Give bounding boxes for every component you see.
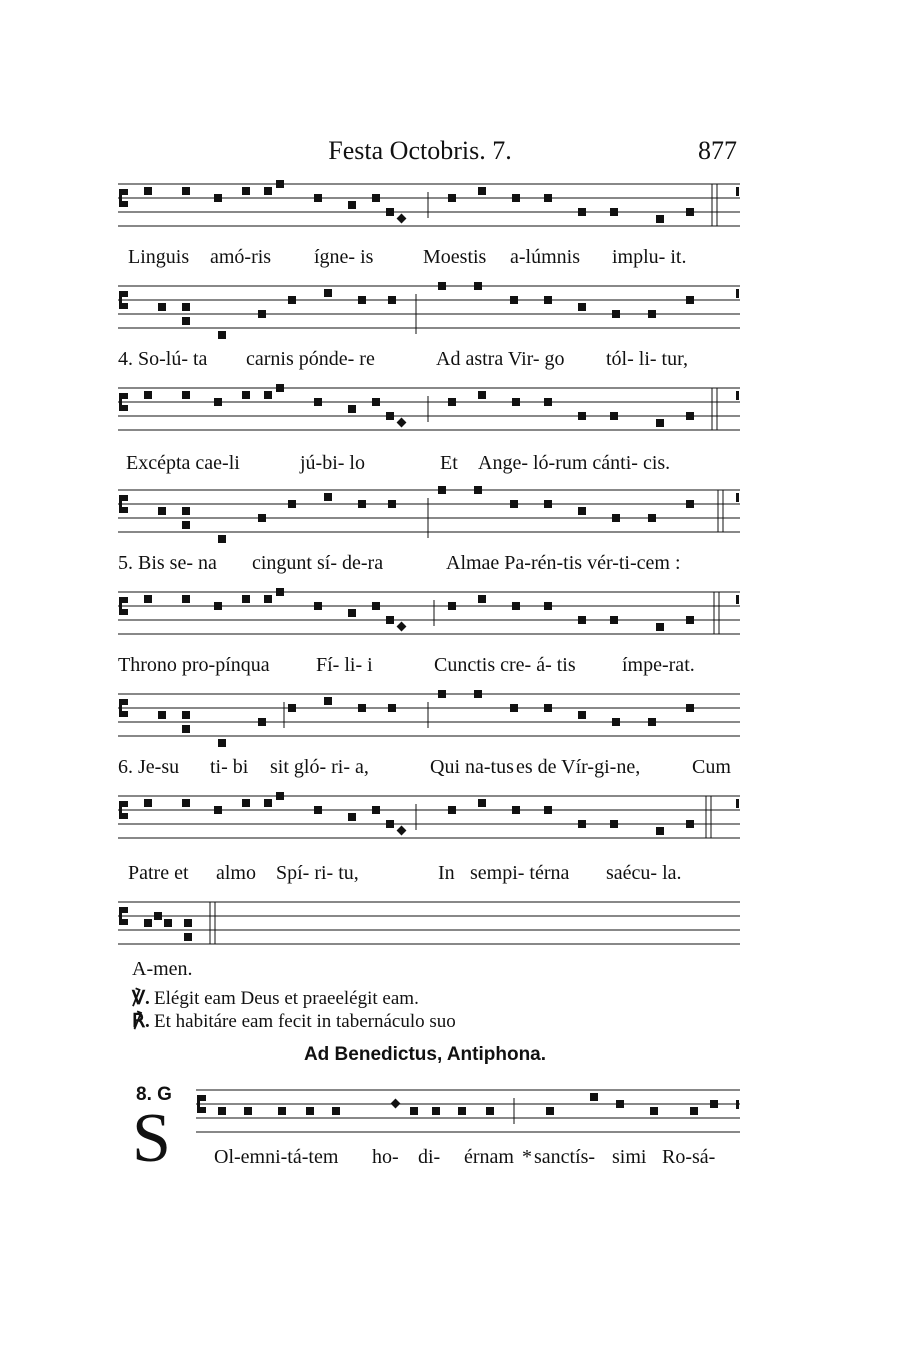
neume-note xyxy=(432,1107,440,1115)
neume-note xyxy=(314,602,322,610)
neume-note xyxy=(242,595,250,603)
neume-note xyxy=(276,180,284,188)
lyric-syllable: sempi- térna xyxy=(470,862,570,884)
neume-note xyxy=(388,704,396,712)
versicle-line xyxy=(132,987,419,1010)
clef-stem xyxy=(119,801,122,819)
neume-note xyxy=(474,690,482,698)
neume-note xyxy=(314,806,322,814)
neume-note xyxy=(372,602,380,610)
lyric-syllable: érnam xyxy=(464,1146,514,1168)
neume-note xyxy=(578,711,586,719)
neume-note xyxy=(448,806,456,814)
neume-note xyxy=(288,704,296,712)
lyric-syllable: Throno pro-pínqua xyxy=(118,654,270,676)
neume-diamond xyxy=(397,826,407,836)
neume-note xyxy=(686,412,694,420)
neume-note xyxy=(214,194,222,202)
music-staff-1 xyxy=(118,170,740,248)
lyric-syllable: carnis pónde- re xyxy=(246,348,375,370)
clef-mark xyxy=(122,699,128,705)
clef-stem xyxy=(119,291,122,309)
custos xyxy=(736,187,739,196)
neume-note xyxy=(686,820,694,828)
neume-note xyxy=(512,806,520,814)
neume-note xyxy=(686,296,694,304)
neume-note xyxy=(438,486,446,494)
neume-note xyxy=(332,1107,340,1115)
neume-note xyxy=(610,616,618,624)
neume-note xyxy=(388,296,396,304)
neume-note xyxy=(324,493,332,501)
neume-note xyxy=(512,194,520,202)
versicle-symbol: ℣. xyxy=(132,988,150,1009)
music-staff-8 xyxy=(118,888,740,958)
clef-stem xyxy=(119,907,122,925)
neume-note xyxy=(144,391,152,399)
neume-note xyxy=(372,806,380,814)
neume-note xyxy=(358,704,366,712)
neume-note xyxy=(324,289,332,297)
lyric-syllable: 5. Bis se- na xyxy=(118,552,217,574)
neume-note xyxy=(218,535,226,543)
neume-note xyxy=(164,919,172,927)
clef-mark xyxy=(122,405,128,411)
neume-note xyxy=(478,391,486,399)
neume-note xyxy=(578,507,586,515)
neume-note xyxy=(650,1107,658,1115)
lyric-syllable: In xyxy=(438,862,455,884)
neume-note xyxy=(264,187,272,195)
page-number: 877 xyxy=(698,136,737,165)
custos xyxy=(736,1100,739,1109)
neume-note xyxy=(324,697,332,705)
neume-diamond xyxy=(397,418,407,428)
neume-note xyxy=(474,282,482,290)
lyric-syllable: Ange- ló-rum cánti- cis. xyxy=(478,452,671,474)
response-symbol: ℟. xyxy=(132,1011,150,1032)
lyric-syllable: A-men. xyxy=(132,958,193,980)
neume-note xyxy=(276,792,284,800)
neume-note xyxy=(410,1107,418,1115)
antiphon-heading: Ad Benedictus, Antiphona. xyxy=(303,1044,547,1065)
neume-note xyxy=(612,514,620,522)
neume-note xyxy=(486,1107,494,1115)
neume-note xyxy=(478,799,486,807)
neume-note xyxy=(438,690,446,698)
music-staff-3 xyxy=(118,374,740,452)
neume-note xyxy=(288,296,296,304)
clef-stem xyxy=(197,1095,200,1113)
neume-note xyxy=(610,208,618,216)
neume-note xyxy=(158,507,166,515)
lyric-syllable: jú-bi- lo xyxy=(300,452,365,474)
lyric-syllable: Excépta cae-li xyxy=(126,452,240,474)
lyric-syllable: Spí- ri- tu, xyxy=(276,862,359,884)
music-staff-2 xyxy=(118,272,740,350)
clef-stem xyxy=(119,495,122,513)
custos xyxy=(736,391,739,400)
lyric-syllable: Almae Pa-rén-tis vér-ti-cem : xyxy=(446,552,681,574)
neume-diamond xyxy=(397,622,407,632)
lyric-syllable: almo xyxy=(216,862,256,884)
neume-note xyxy=(448,602,456,610)
lyric-syllable: ti- bi xyxy=(210,756,249,778)
clef-mark xyxy=(122,303,128,309)
neume-note xyxy=(386,820,394,828)
custos xyxy=(736,493,739,502)
neume-note xyxy=(144,595,152,603)
neume-diamond xyxy=(397,214,407,224)
neume-note xyxy=(686,500,694,508)
neume-note xyxy=(214,806,222,814)
neume-diamond xyxy=(391,1099,401,1109)
neume-note xyxy=(258,718,266,726)
neume-note xyxy=(386,208,394,216)
clef-mark xyxy=(122,907,128,913)
neume-note xyxy=(182,303,190,311)
lyric-syllable: simi xyxy=(612,1146,647,1168)
neume-note xyxy=(242,799,250,807)
music-staff-5 xyxy=(118,578,740,656)
neume-note xyxy=(218,331,226,339)
mode-label: 8. G xyxy=(136,1084,172,1105)
lyric-syllable: ígne- is xyxy=(314,246,374,268)
neume-note xyxy=(348,201,356,209)
clef-mark xyxy=(122,507,128,513)
neume-note xyxy=(314,194,322,202)
music-staff-6 xyxy=(118,680,740,758)
neume-note xyxy=(512,602,520,610)
neume-note xyxy=(578,616,586,624)
lyric-syllable: a-lúmnis xyxy=(510,246,580,268)
response-text: Et habitáre eam fecit in tabernáculo suo xyxy=(154,1011,456,1032)
music-staff-7 xyxy=(118,782,740,860)
clef-mark xyxy=(122,801,128,807)
lyric-syllable: Cum xyxy=(692,756,731,778)
neume-note xyxy=(218,1107,226,1115)
neume-note xyxy=(544,704,552,712)
neume-note xyxy=(144,187,152,195)
neume-note xyxy=(182,521,190,529)
neume-note xyxy=(686,616,694,624)
custos xyxy=(736,799,739,808)
neume-note xyxy=(372,398,380,406)
lyric-syllable: 4. So-lú- ta xyxy=(118,348,208,370)
neume-note xyxy=(656,827,664,835)
neume-note xyxy=(656,419,664,427)
lyric-syllable: sit gló- ri- a, xyxy=(270,756,369,778)
neume-note xyxy=(448,398,456,406)
clef-mark xyxy=(122,609,128,615)
neume-note xyxy=(258,310,266,318)
lyric-syllable: di- xyxy=(418,1146,441,1168)
neume-note xyxy=(648,310,656,318)
neume-note xyxy=(278,1107,286,1115)
neume-note xyxy=(610,820,618,828)
neume-note xyxy=(264,595,272,603)
neume-note xyxy=(578,412,586,420)
neume-note xyxy=(358,296,366,304)
neume-note xyxy=(184,933,192,941)
neume-note xyxy=(578,303,586,311)
lyric-syllable: implu- it. xyxy=(612,246,687,268)
neume-note xyxy=(218,739,226,747)
neume-note xyxy=(184,919,192,927)
neume-note xyxy=(438,282,446,290)
clef-mark xyxy=(122,597,128,603)
neume-note xyxy=(264,799,272,807)
custos xyxy=(736,289,739,298)
neume-note xyxy=(242,187,250,195)
music-staff-4 xyxy=(118,476,740,554)
lyric-syllable: Fí- li- i xyxy=(316,654,373,676)
neume-note xyxy=(510,296,518,304)
neume-note xyxy=(544,398,552,406)
neume-note xyxy=(648,514,656,522)
lyric-syllable: Cunctis cre- á- tis xyxy=(434,654,576,676)
neume-note xyxy=(276,588,284,596)
lyric-syllable: * xyxy=(522,1146,532,1168)
lyric-syllable: Ol-emni-tá-tem xyxy=(214,1146,339,1168)
initial-letter: S xyxy=(132,1100,171,1177)
clef-stem xyxy=(119,393,122,411)
neume-note xyxy=(656,623,664,631)
neume-note xyxy=(544,806,552,814)
clef-mark xyxy=(122,291,128,297)
neume-note xyxy=(182,317,190,325)
neume-note xyxy=(314,398,322,406)
lyric-syllable: es de Vír-gi-ne, xyxy=(516,756,641,778)
neume-note xyxy=(242,391,250,399)
clef-mark xyxy=(122,189,128,195)
neume-note xyxy=(648,718,656,726)
neume-note xyxy=(348,405,356,413)
neume-note xyxy=(182,725,190,733)
neume-note xyxy=(182,507,190,515)
neume-note xyxy=(458,1107,466,1115)
lyric-syllable: Linguis xyxy=(128,246,190,268)
lyric-syllable: Qui na-tus xyxy=(430,756,514,778)
clef-mark xyxy=(200,1107,206,1113)
lyric-syllable: Patre et xyxy=(128,862,189,884)
clef-mark xyxy=(200,1095,206,1101)
lyric-syllable: saécu- la. xyxy=(606,862,682,884)
clef-mark xyxy=(122,711,128,717)
neume-note xyxy=(590,1093,598,1101)
neume-note xyxy=(612,718,620,726)
lyric-syllable: amó-ris xyxy=(210,246,272,268)
neume-note xyxy=(512,398,520,406)
neume-note xyxy=(264,391,272,399)
neume-note xyxy=(372,194,380,202)
neume-note xyxy=(544,296,552,304)
neume-note xyxy=(276,384,284,392)
neume-note xyxy=(544,194,552,202)
neume-note xyxy=(690,1107,698,1115)
custos xyxy=(736,595,739,604)
neume-note xyxy=(182,391,190,399)
neume-note xyxy=(544,602,552,610)
neume-note xyxy=(686,704,694,712)
neume-note xyxy=(244,1107,252,1115)
neume-note xyxy=(358,500,366,508)
lyric-syllable: ímpe-rat. xyxy=(622,654,695,676)
lyric-syllable: cingunt sí- de-ra xyxy=(252,552,384,574)
page-title: Festa Octobris. 7. xyxy=(328,136,512,165)
neume-note xyxy=(710,1100,718,1108)
lyric-syllable: 6. Je-su xyxy=(118,756,180,778)
neume-note xyxy=(544,500,552,508)
neume-note xyxy=(306,1107,314,1115)
neume-note xyxy=(144,919,152,927)
music-staff-9 xyxy=(196,1076,740,1146)
neume-note xyxy=(158,303,166,311)
clef-mark xyxy=(122,393,128,399)
versicle-text: Elégit eam Deus et praeelégit eam. xyxy=(154,988,419,1009)
clef-mark xyxy=(122,919,128,925)
neume-note xyxy=(386,412,394,420)
lyric-syllable: Ad astra Vir- go xyxy=(436,348,565,370)
neume-note xyxy=(182,187,190,195)
neume-note xyxy=(656,215,664,223)
response-line xyxy=(132,1010,456,1033)
clef-mark xyxy=(122,201,128,207)
clef-stem xyxy=(119,699,122,717)
neume-note xyxy=(258,514,266,522)
neume-note xyxy=(546,1107,554,1115)
neume-note xyxy=(154,912,162,920)
neume-note xyxy=(474,486,482,494)
clef-mark xyxy=(122,495,128,501)
neume-note xyxy=(182,799,190,807)
lyric-syllable: sanctís- xyxy=(534,1146,596,1168)
neume-note xyxy=(182,595,190,603)
lyric-syllable: ho- xyxy=(372,1146,399,1168)
lyric-syllable: Moestis xyxy=(423,246,487,268)
neume-note xyxy=(144,799,152,807)
neume-note xyxy=(348,813,356,821)
neume-note xyxy=(388,500,396,508)
neume-note xyxy=(510,500,518,508)
clef-mark xyxy=(122,813,128,819)
neume-note xyxy=(348,609,356,617)
neume-note xyxy=(478,595,486,603)
neume-note xyxy=(686,208,694,216)
neume-note xyxy=(158,711,166,719)
neume-note xyxy=(182,711,190,719)
neume-note xyxy=(610,412,618,420)
neume-note xyxy=(612,310,620,318)
neume-note xyxy=(478,187,486,195)
neume-note xyxy=(510,704,518,712)
neume-note xyxy=(448,194,456,202)
clef-stem xyxy=(119,597,122,615)
neume-note xyxy=(214,398,222,406)
neume-note xyxy=(578,208,586,216)
clef-stem xyxy=(119,189,122,207)
neume-note xyxy=(386,616,394,624)
neume-note xyxy=(214,602,222,610)
neume-note xyxy=(288,500,296,508)
neume-note xyxy=(616,1100,624,1108)
lyric-syllable: tól- li- tur, xyxy=(606,348,688,370)
neume-note xyxy=(578,820,586,828)
lyric-syllable: Et xyxy=(440,452,458,474)
lyric-syllable: Ro-sá- xyxy=(662,1146,716,1168)
